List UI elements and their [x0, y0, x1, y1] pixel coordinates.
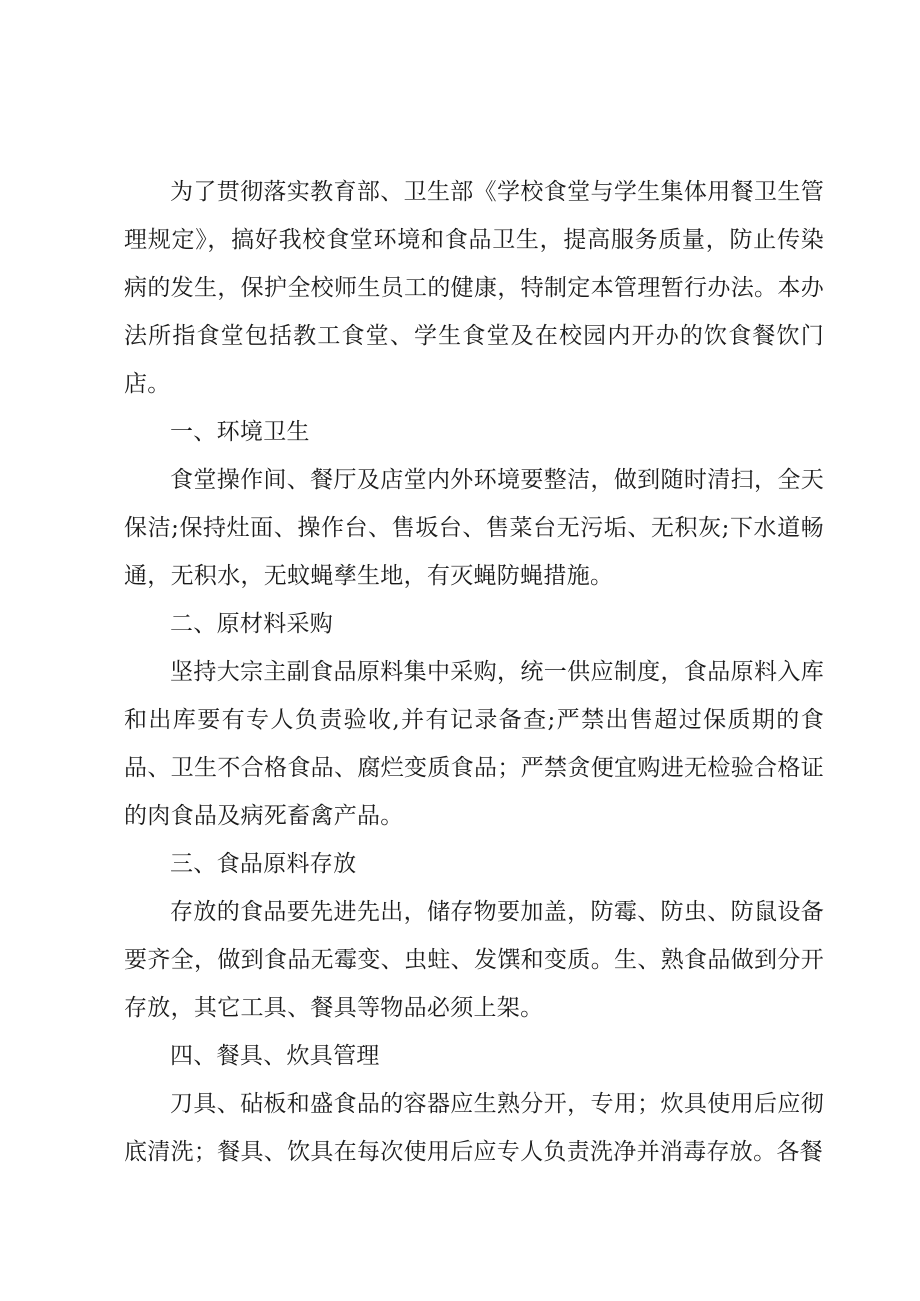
- section-heading-procurement: 二、原材料采购: [170, 611, 334, 637]
- intro-paragraph: 为了贯彻落实教育部、卫生部《学校食堂与学生集体用餐卫生管理规定》，搞好我校食堂环境和食品卫生，提高服务质量，防止传染病的发生，保护全校师生员工的健康，特制定本管理暂行办法。本办法所指食堂包括教工食堂、学生食堂及在校园内开办的饮食餐饮门店。: [124, 179, 824, 397]
- section-body-procurement: 坚持大宗主副食品原料集中采购，统一供应制度，食品原料入库和出库要有专人负责验收,并有记录备查;严禁出售超过保质期的食品、卫生不合格食品、腐烂变质食品；严禁贪便宜购进无检验合格证的肉食品及病死畜禽产品。: [124, 659, 824, 829]
- document-body: [124, 168, 824, 1176]
- section-body-utensils: 刀具、砧板和盛食品的容器应生熟分开，专用；炊具使用后应彻底清洗；餐具、饮具在每次使用后应专人负责洗净并消毒存放。各餐: [124, 1091, 824, 1165]
- section-heading-environment: 一、环境卫生: [170, 419, 310, 445]
- section-heading-utensils: 四、餐具、炊具管理: [170, 1043, 380, 1069]
- section-heading-storage: 三、食品原料存放: [170, 851, 357, 877]
- section-body-storage: 存放的食品要先进先出，储存物要加盖，防霉、防虫、防鼠设备要齐全，做到食品无霉变、虫蛀、发馔和变质。生、熟食品做到分开存放，其它工具、餐具等物品必须上架。: [124, 899, 824, 1021]
- section-body-environment: 食堂操作间、餐厅及店堂内外环境要整洁，做到随时清扫，全天保洁;保持灶面、操作台、售坂台、售菜台无污垢、无积灰;下水道畅通，无积水，无蚊蝇孳生地，有灭蝇防蝇措施。: [124, 467, 824, 589]
